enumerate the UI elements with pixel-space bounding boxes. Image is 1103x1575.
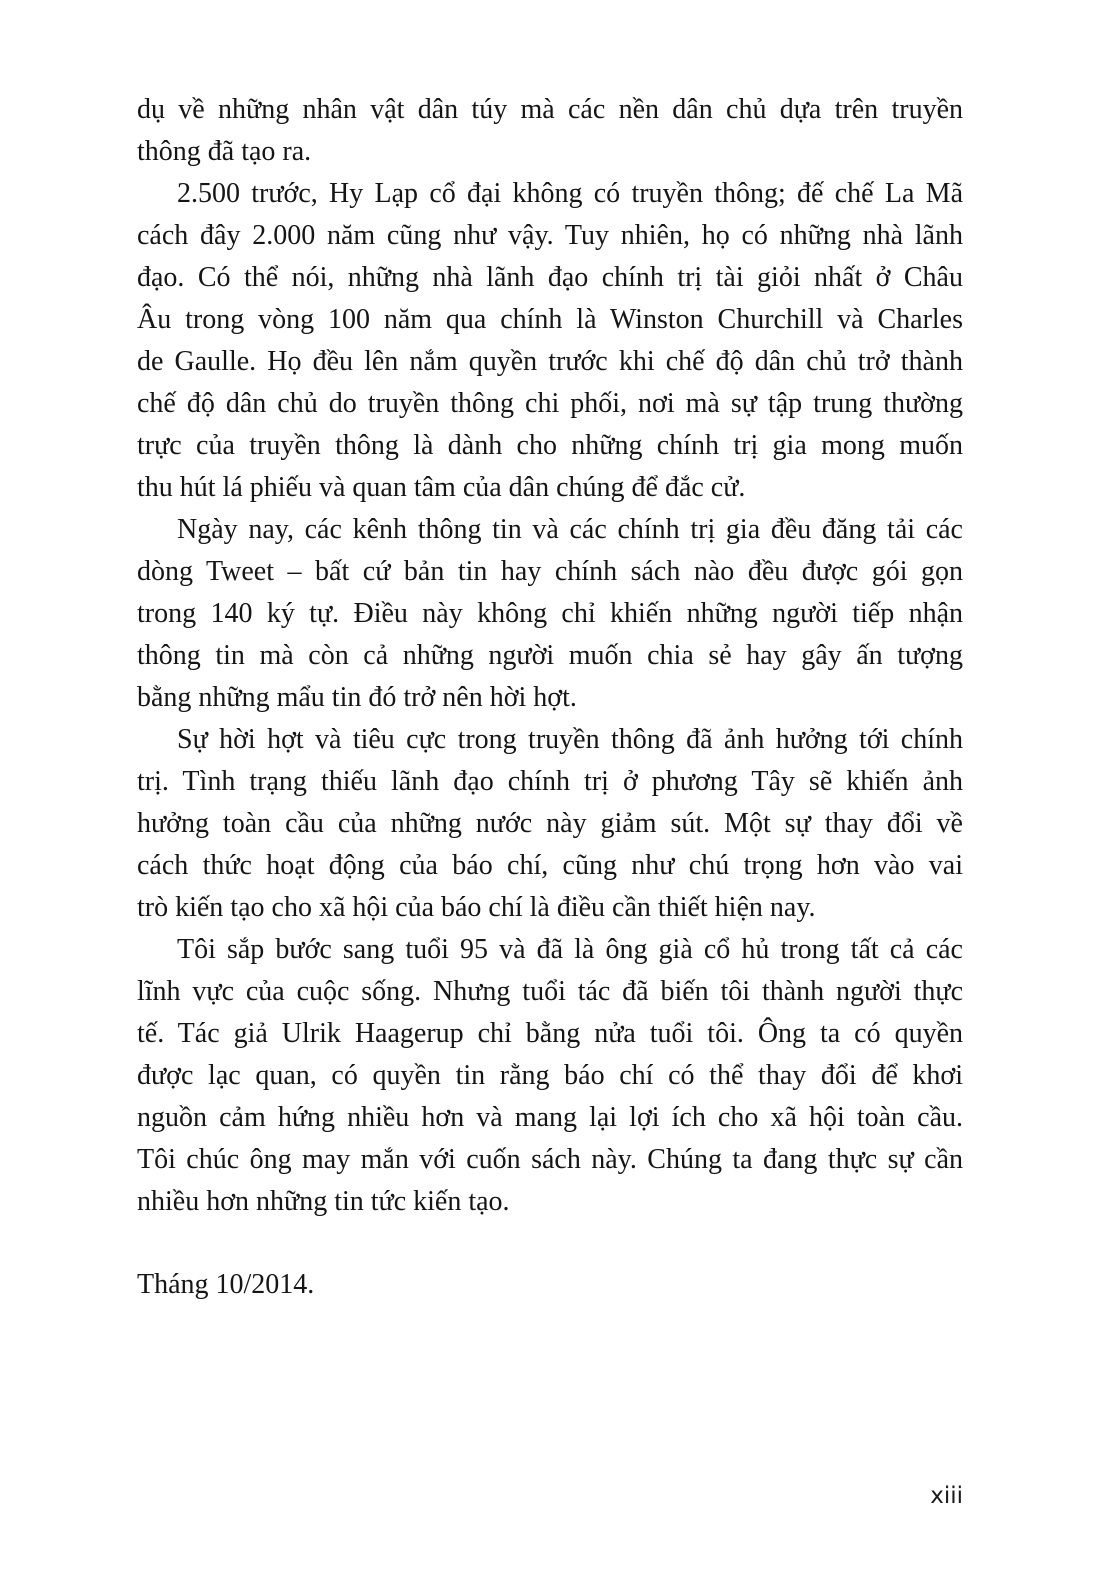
body-paragraph (137, 89, 963, 173)
text-line: thu hút lá phiếu và quan tâm của dân chúng để đắc cử. (137, 472, 746, 503)
text-line: trị. Tình trạng thiếu lãnh đạo chính trị ở phương Tây sẽ khiến ảnh (137, 766, 963, 797)
text-line: trực của truyền thông là dành cho những chính trị gia mong muốn (137, 430, 963, 461)
text-line: bằng những mẩu tin đó trở nên hời hợt. (137, 682, 577, 713)
text-line: lĩnh vực của cuộc sống. Nhưng tuổi tác đã biến tôi thành người thực (137, 976, 963, 1007)
text-line: được lạc quan, có quyền tin rằng báo chí có thể thay đổi để khơi (137, 1060, 963, 1091)
text-line: 2.500 trước, Hy Lạp cổ đại không có truyền thông; đế chế La Mã (177, 178, 963, 209)
body-paragraph (137, 719, 963, 929)
text-line: đạo. Có thể nói, những nhà lãnh đạo chính trị tài giỏi nhất ở Châu (137, 262, 963, 293)
text-line: Tôi chúc ông may mắn với cuốn sách này. Chúng ta đang thực sự cần (137, 1144, 963, 1175)
text-line: Âu trong vòng 100 năm qua chính là Winston Churchill và Charles (137, 304, 963, 335)
text-line: de Gaulle. Họ đều lên nắm quyền trước khi chế độ dân chủ trở thành (137, 346, 963, 377)
text-line: nguồn cảm hứng nhiều hơn và mang lại lợi ích cho xã hội toàn cầu. (137, 1102, 963, 1133)
text-line: Ngày nay, các kênh thông tin và các chính trị gia đều đăng tải các (177, 514, 963, 545)
text-line: tế. Tác giả Ulrik Haagerup chỉ bằng nửa tuổi tôi. Ông ta có quyền (137, 1018, 963, 1049)
text-line: cách đây 2.000 năm cũng như vậy. Tuy nhiên, họ có những nhà lãnh (137, 220, 963, 251)
body-paragraph (137, 509, 963, 719)
text-line: chế độ dân chủ do truyền thông chi phối, nơi mà sự tập trung thường (137, 388, 963, 419)
text-line: nhiều hơn những tin tức kiến tạo. (137, 1186, 510, 1217)
body-paragraph (137, 929, 963, 1223)
text-line: dụ về những nhân vật dân túy mà các nền dân chủ dựa trên truyền (137, 94, 963, 125)
text-line: cách thức hoạt động của báo chí, cũng như chú trọng hơn vào vai (137, 850, 963, 881)
text-line: Tôi sắp bước sang tuổi 95 và đã là ông già cổ hủ trong tất cả các (177, 934, 963, 965)
page-number: xiii (930, 1483, 963, 1509)
body-paragraph (137, 173, 963, 509)
body-text (137, 89, 963, 1223)
text-line: dòng Tweet – bất cứ bản tin hay chính sách nào đều được gói gọn (137, 556, 963, 587)
text-line: thông đã tạo ra. (137, 136, 312, 167)
text-line: thông tin mà còn cả những người muốn chia sẻ hay gây ấn tượng (137, 640, 963, 671)
text-line: Sự hời hợt và tiêu cực trong truyền thông đã ảnh hưởng tới chính (177, 724, 963, 755)
text-line: trò kiến tạo cho xã hội của báo chí là điều cần thiết hiện nay. (137, 892, 816, 923)
text-line: hưởng toàn cầu của những nước này giảm sút. Một sự thay đổi về (137, 808, 963, 839)
date-line: Tháng 10/2014. (137, 1269, 315, 1300)
text-line: trong 140 ký tự. Điều này không chỉ khiến những người tiếp nhận (137, 598, 963, 629)
